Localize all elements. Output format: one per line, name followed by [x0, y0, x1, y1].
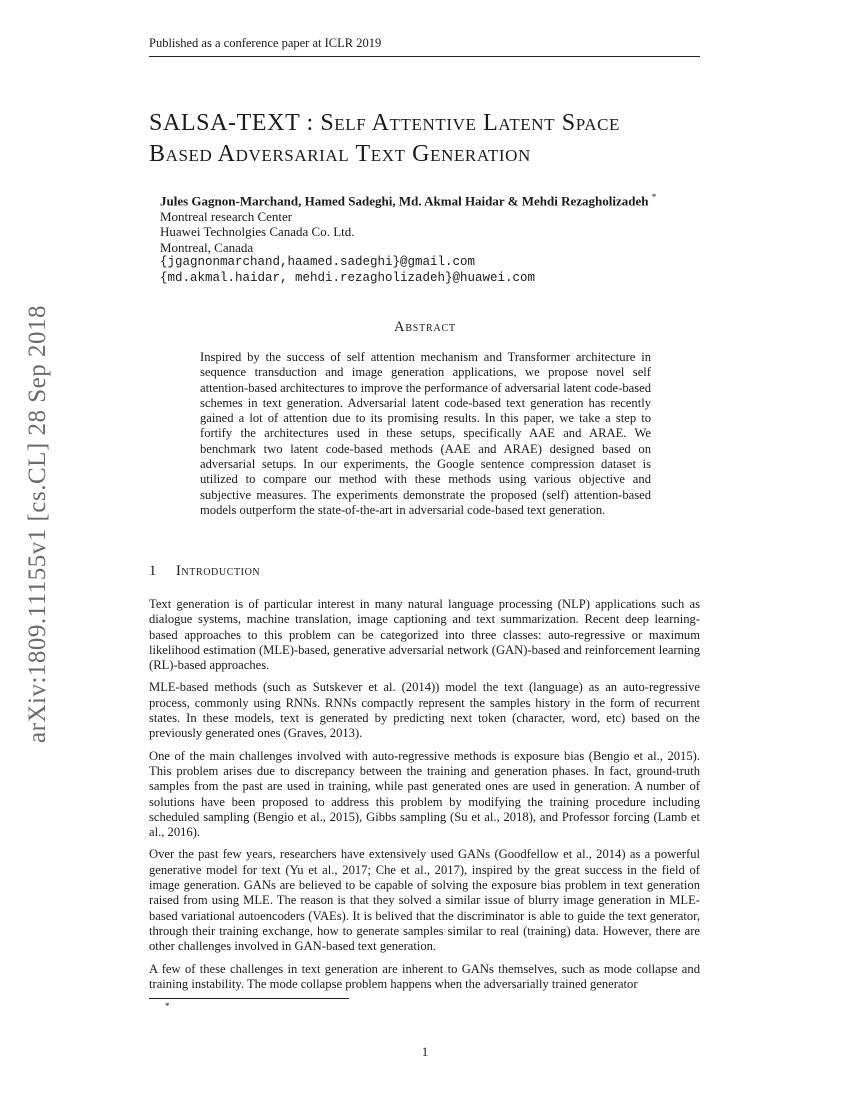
- author-names: [160, 190, 720, 209]
- paragraph: A few of these challenges in text generation are inherent to GANs themselves, such as mode collapse and training instability. The mode collapse problem happens when the adversarially trained generator: [149, 961, 700, 991]
- abstract-text: Inspired by the success of self attention mechanism and Transformer architecture in sequence transduction and image generation applications, we propose novel self attention-based architectures to improve the performance of adversarial latent code-based schemes in text generation. Adversarial latent code-based text generation has recently gained a lot of attention due to its promising results. In this paper, we take a step to fortify the architectures used in these setups, specifically AAE and ARAE. We benchmark two latent code-based methods (AAE and ARAE) designed based on adversarial setups. In our experiments, the Google sentence compression dataset is utilized to compare our method with these methods using various objective and subjective measures. The experiments demonstrate the proposed (self) attention-based models outperform the state-of-the-art in adversarial code-based text generation.: [200, 350, 651, 517]
- section-title: Introduction: [176, 563, 261, 579]
- paper-title: [149, 108, 709, 170]
- section-heading-introduction: [149, 563, 260, 580]
- abstract-heading: Abstract: [394, 319, 456, 335]
- author-email-2: {md.akmal.haidar, mehdi.rezagholizadeh}@huawei.com: [160, 270, 536, 285]
- footnote-marker: *: [165, 1001, 170, 1011]
- footnote-rule: [149, 998, 349, 999]
- title-line-2: Based Adversarial Text Generation: [149, 141, 531, 167]
- author-affiliation: Montreal research Center: [160, 208, 293, 224]
- paragraph: Over the past few years, researchers have extensively used GANs (Goodfellow et al., 2014) as a powerful generative model for text (Yu et al., 2017; Che et al., 2017), inspired by the great success in the field of image generation. GANs are believed to be capable of solving the exposure bias problem in text generation raised from using MLE. The reason is that they solved a similar issue of blurry image generation in MLE-based variational autoencoders (VAEs). It is belived that the discriminator is able to guide the text generator, through their training exchange, how to generate samples similar to real (training) data. However, there are other challenges involved in GAN-based text generation.: [149, 847, 700, 954]
- author-email-1: {jgagnonmarchand,haamed.sadeghi}@gmail.com: [160, 255, 476, 270]
- author-location: Montreal, Canada: [160, 239, 254, 255]
- introduction-body: [149, 597, 700, 999]
- author-company: Huawei Technolgies Canada Co. Ltd.: [160, 224, 355, 240]
- paragraph: One of the main challenges involved with auto-regressive methods is exposure bias (Bengio et al., 2015). This problem arises due to discrepancy between the training and generation phases. In fact, ground-truth samples from the past are used in training, while past generated ones are used in generation. A number of solutions have been proposed to address this problem by modifying the training procedure including scheduled sampling (Bengio et al., 2015), Gibbs sampling (Su et al., 2018), and Professor forcing (Lamb et al., 2016).: [149, 748, 700, 840]
- author-footnote-marker: *: [651, 192, 657, 202]
- section-number: 1: [149, 563, 157, 579]
- title-line-1: SALSA-TEXT : Self Attentive Latent Space: [149, 110, 620, 136]
- arxiv-identifier-stamp: [22, 295, 54, 753]
- paragraph: Text generation is of particular interest in many natural language processing (NLP) applications such as dialogue systems, machine translation, image captioning and text summarization. Recent deep learning-based approaches to this problem can be categorized into three classes: auto-regressive or maximum likelihood estimation (MLE)-based, generative adversarial network (GAN)-based and reinforcement learning (RL)-based approaches.: [149, 597, 700, 673]
- arxiv-identifier-text: arXiv:1809.11155v1 [cs.CL] 28 Sep 2018: [24, 305, 51, 743]
- running-header: Published as a conference paper at ICLR 2019: [149, 36, 700, 57]
- author-block: [160, 190, 720, 286]
- page-number: 1: [421, 1044, 429, 1059]
- author-names-text: Jules Gagnon-Marchand, Hamed Sadeghi, Md. Akmal Haidar & Mehdi Rezagholizadeh: [160, 193, 649, 209]
- paragraph: MLE-based methods (such as Sutskever et al. (2014)) model the text (language) as an auto-regressive process, commonly using RNNs. RNNs compactly represent the samples history in the form of recurrent states. In these models, text is generated by predicting next token (character, word, etc) based on the previously generated ones (Graves, 2013).: [149, 680, 700, 741]
